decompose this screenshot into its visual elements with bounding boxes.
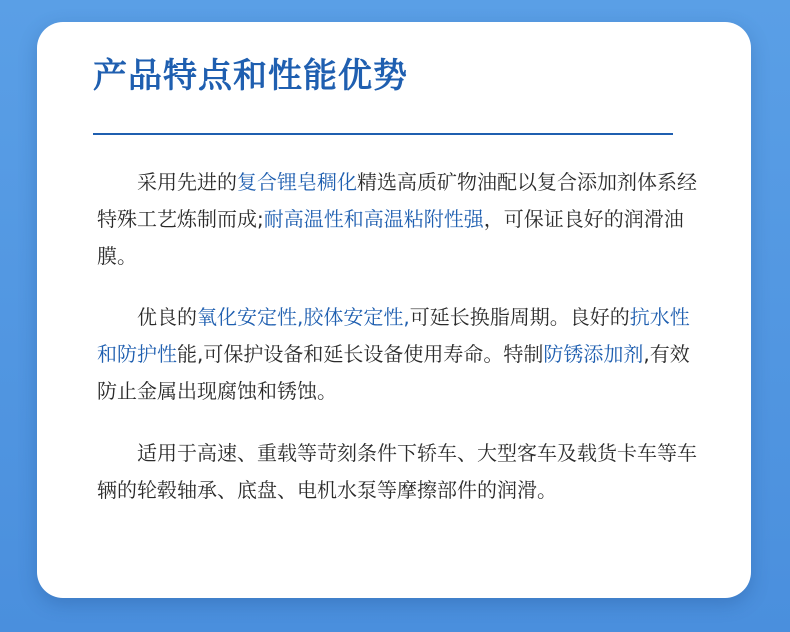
content-card bbox=[37, 22, 751, 598]
paragraph-text: 适用于高速、重载等苛刻条件下轿车、大型客车及载货卡车等车辆的轮毂轴承、底盘、电机水泵等摩擦部件的润滑。 bbox=[97, 441, 697, 502]
highlight-text: 耐高温性和高温粘附性强 bbox=[263, 207, 484, 231]
paragraph-text: 精选高质矿物油配以复合添加剂体系经特殊工艺炼制而成; bbox=[97, 170, 697, 231]
highlight-text: 防锈添加剂 bbox=[543, 342, 644, 366]
paragraph-text: 优良的 bbox=[137, 305, 197, 329]
highlight-text: 氧化安定性,胶体安定性, bbox=[197, 305, 410, 329]
page-title: 产品特点和性能优势 bbox=[93, 56, 408, 96]
paragraph-application bbox=[97, 435, 701, 509]
paragraph-text: ,有效防止金属出现腐蚀和锈蚀。 bbox=[97, 342, 690, 403]
paragraph-text: 可延长换脂周期。良好的 bbox=[409, 305, 630, 329]
title-divider bbox=[93, 133, 673, 135]
paragraph-features bbox=[97, 164, 701, 275]
paragraph-text: 能,可保护设备和延长设备使用寿命。特制 bbox=[177, 342, 544, 366]
paragraph-text: 采用先进的 bbox=[137, 170, 237, 194]
paragraph-text: ，可保证良好的润滑油膜。 bbox=[97, 207, 684, 268]
paragraph-stability bbox=[97, 299, 701, 410]
highlight-text: 抗水性和防护性 bbox=[97, 305, 690, 366]
highlight-text: 复合锂皂稠化 bbox=[237, 170, 357, 194]
